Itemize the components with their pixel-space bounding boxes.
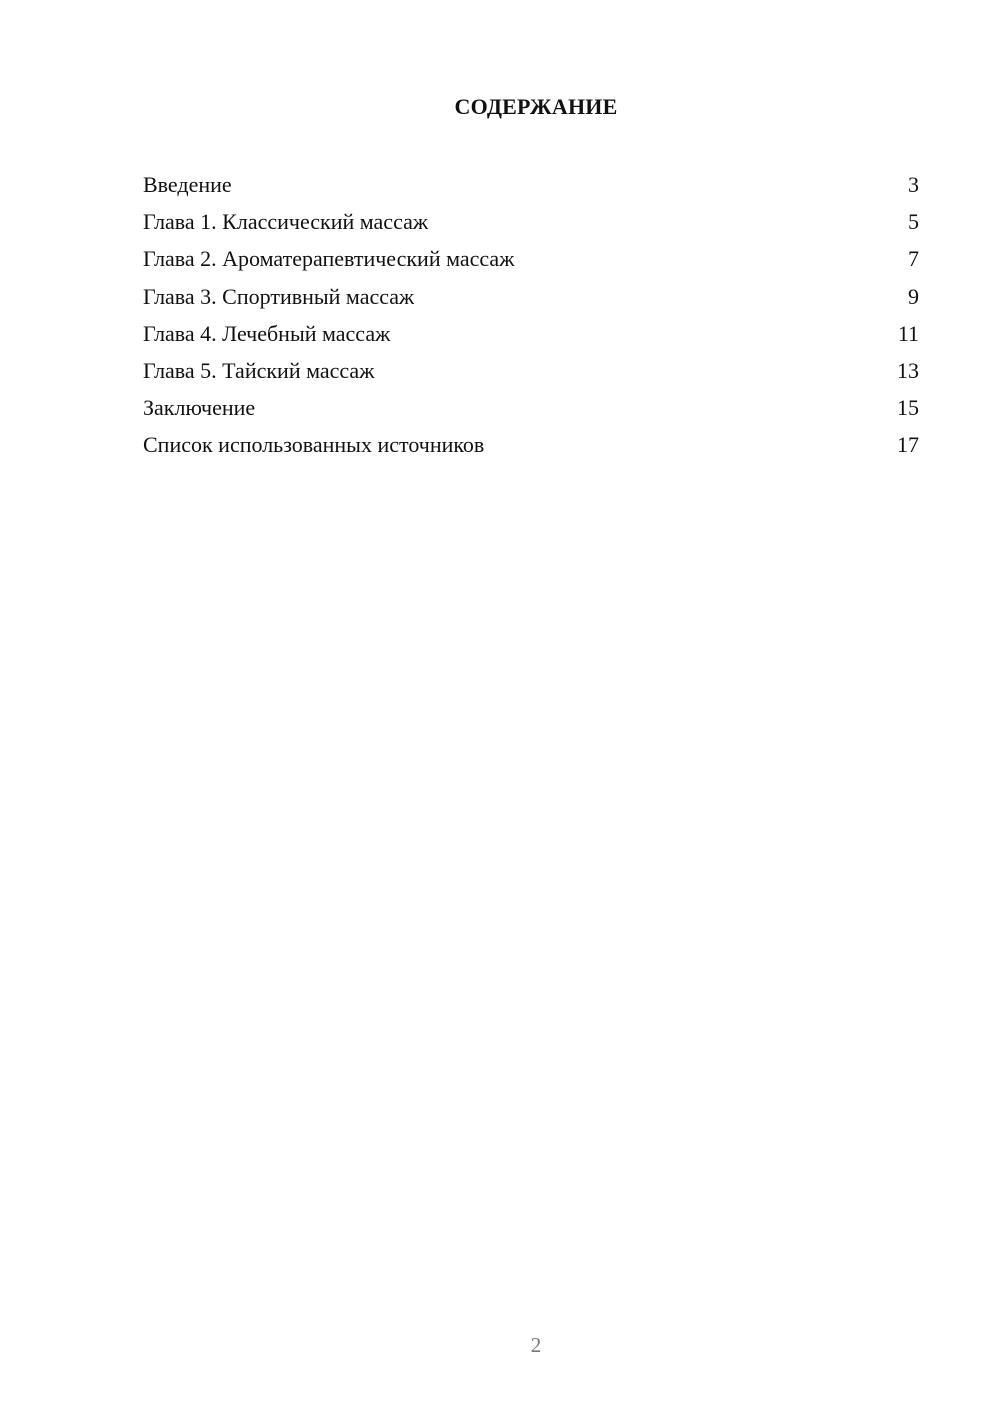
toc-entry-chapter-2 (143, 240, 919, 277)
toc-entry-page: 9 (908, 283, 919, 309)
toc-entry-label: Глава 3. Спортивный массаж (143, 283, 415, 309)
toc-entry-page: 3 (908, 172, 919, 197)
toc-entry-introduction (143, 166, 919, 203)
toc-entry-label: Заключение (143, 395, 256, 421)
toc-entry-page: 11 (897, 320, 919, 346)
toc-entry-chapter-5 (143, 352, 919, 389)
toc-entry-page: 17 (897, 432, 919, 458)
table-of-contents (143, 166, 919, 464)
toc-entry-conclusion (143, 389, 919, 426)
toc-entry-chapter-1 (143, 203, 919, 240)
toc-entry-page: 5 (908, 209, 919, 235)
toc-entry-label: Глава 2. Ароматерапевтический массаж (143, 246, 515, 272)
toc-entry-label: Глава 1. Классический массаж (143, 209, 429, 235)
toc-entry-label: Введение (143, 172, 232, 197)
toc-heading: СОДЕРЖАНИЕ (454, 94, 618, 119)
toc-entry-page: 15 (897, 395, 919, 421)
toc-entry-references (143, 426, 919, 463)
toc-entry-label: Глава 5. Тайский массаж (143, 357, 375, 383)
toc-entry-chapter-3 (143, 278, 919, 315)
page-number: 2 (530, 1333, 542, 1357)
toc-entry-label: Список использованных источников (143, 432, 485, 458)
toc-entry-chapter-4 (143, 315, 919, 352)
toc-entry-label: Глава 4. Лечебный массаж (143, 320, 391, 346)
toc-entry-page: 13 (897, 357, 919, 383)
toc-entry-page: 7 (908, 246, 919, 272)
